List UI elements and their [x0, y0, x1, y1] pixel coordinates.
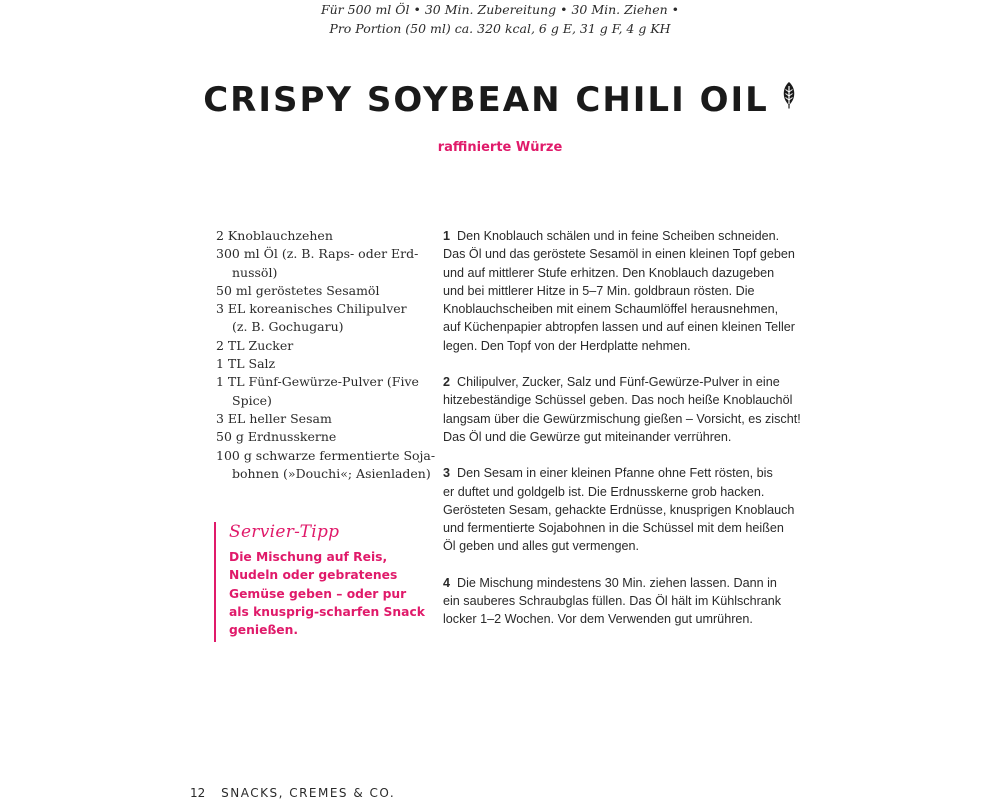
- ingredient-line: 100 g schwarze fermentierte Soja-: [216, 447, 436, 463]
- instruction-line: [443, 282, 823, 300]
- ingredient-line: 2 Knoblauchzehen: [216, 228, 333, 243]
- page-footer: [190, 786, 395, 800]
- serving-tip: [214, 522, 429, 642]
- recipe-meta: [0, 0, 1000, 38]
- ingredient-line: 50 g Erdnusskerne: [216, 429, 337, 445]
- instruction-step: [443, 227, 823, 355]
- step-text: Das Öl und die Gewürze gut miteinander verrühren.: [443, 429, 732, 444]
- instruction-line: [443, 245, 823, 263]
- step-text: Die Mischung mindestens 30 Min. ziehen lassen. Dann in: [457, 575, 777, 590]
- step-number: 1: [443, 229, 451, 243]
- step-text: ein sauberes Schraubglas füllen. Das Öl hält im Kühlschrank: [443, 594, 782, 609]
- instruction-line: [443, 537, 823, 555]
- step-number: 4: [443, 575, 451, 590]
- step-text: und bei mittlerer Hitze in 5–7 Min. goldbraun rösten. Die: [443, 283, 755, 298]
- serving-tip-text: [229, 548, 429, 639]
- step-text: legen. Den Topf von der Herdplatte nehmen.: [443, 338, 691, 353]
- instruction-line: [443, 300, 823, 318]
- ingredient-line: (z. B. Gochugaru): [232, 319, 344, 335]
- recipe-meta-yield: Für 500 ml Öl • 30 Min. Zubereitung • 30 Min. Ziehen •: [320, 2, 680, 17]
- recipe-title: CRISPY SOYBEAN CHILI OIL: [203, 80, 769, 120]
- instruction-line: [443, 391, 823, 409]
- serving-tip-line: Nudeln oder gebratenes: [229, 568, 398, 583]
- instruction-line: [443, 337, 823, 355]
- ingredient-line: nussöl): [232, 264, 278, 280]
- step-text: Den Sesam in einer kleinen Pfanne ohne Fett rösten, bis: [457, 466, 773, 481]
- step-text: langsam über die Gewürzmischung gießen – Vorsicht, es zischt!: [443, 411, 801, 426]
- step-number: 2: [443, 375, 451, 390]
- step-text: Das Öl und das geröstete Sesamöl in einen kleinen Topf geben: [443, 247, 795, 262]
- instruction-line: [443, 227, 823, 245]
- instruction-line: [443, 373, 823, 391]
- instruction-step: [443, 373, 823, 446]
- serving-tip-line: als knusprig-scharfen Snack: [229, 604, 425, 619]
- step-text: Chilipulver, Zucker, Salz und Fünf-Gewürze-Pulver in eine: [457, 375, 780, 390]
- instruction-line: [443, 519, 823, 537]
- step-text: Gerösteten Sesam, gehackte Erdnüsse, knusprigen Knoblauch: [443, 502, 795, 517]
- serving-tip-line: genießen.: [229, 623, 299, 638]
- instruction-step: [443, 574, 823, 629]
- ingredient-line: 3 EL koreanisches Chilipulver: [216, 301, 407, 317]
- instruction-line: [443, 464, 823, 482]
- ingredient-line: bohnen (»Douchi«; Asienladen): [232, 465, 431, 481]
- step-text: er duftet und goldgelb ist. Die Erdnusskerne grob hacken.: [443, 484, 765, 499]
- serving-tip-line: Gemüse geben – oder pur: [229, 586, 407, 601]
- page-number: 12: [190, 786, 206, 800]
- instruction-line: [443, 428, 823, 446]
- title-row: [0, 80, 1000, 120]
- instruction-line: [443, 410, 823, 428]
- instruction-step: [443, 464, 823, 555]
- step-text: locker 1–2 Wochen. Vor dem Verwenden gut umrühren.: [443, 612, 753, 627]
- instructions: [443, 227, 823, 647]
- ingredient-line: 1 TL Salz: [216, 356, 276, 372]
- ingredient-line: 50 ml geröstetes Sesamöl: [216, 282, 380, 298]
- recipe-meta-nutrition: Pro Portion (50 ml) ca. 320 kcal, 6 g E, 31 g F, 4 g KH: [329, 21, 671, 36]
- step-text: und fermentierte Sojabohnen in die Schüssel mit dem heißen: [443, 521, 784, 536]
- step-text: auf Küchenpapier abtropfen lassen und auf einen kleinen Teller: [443, 320, 795, 335]
- step-text: Knoblauchscheiben mit einem Schaumlöffel herausnehmen,: [443, 302, 779, 317]
- serving-tip-line: Die Mischung auf Reis,: [229, 550, 388, 564]
- serving-tip-heading: Servier-Tipp: [229, 522, 340, 542]
- instruction-line: [443, 592, 823, 610]
- recipe-subtitle: raffinierte Würze: [437, 140, 563, 155]
- ingredient-line: Spice): [232, 392, 272, 408]
- ingredient-line: 1 TL Fünf-Gewürze-Pulver (Five: [216, 374, 419, 390]
- step-text: hitzebeständige Schüssel geben. Das noch heiße Knoblauchöl: [443, 393, 793, 408]
- ingredient-line: 300 ml Öl (z. B. Raps- oder Erd-: [216, 246, 419, 262]
- instruction-line: [443, 264, 823, 282]
- leaf-icon: [781, 81, 797, 114]
- ingredients-list: [216, 227, 436, 483]
- instruction-line: [443, 483, 823, 501]
- instruction-line: [443, 501, 823, 519]
- step-text: und auf mittlerer Stufe erhitzen. Den Knoblauch dazugeben: [443, 265, 775, 280]
- ingredient-line: 3 EL heller Sesam: [216, 410, 332, 426]
- instruction-line: [443, 610, 823, 628]
- section-title: SNACKS, CREMES & CO.: [221, 786, 396, 800]
- step-text: Öl geben und alles gut vermengen.: [443, 539, 640, 554]
- ingredient-line: 2 TL Zucker: [216, 337, 294, 353]
- step-text: Den Knoblauch schälen und in feine Scheiben schneiden.: [457, 229, 780, 243]
- instruction-line: [443, 318, 823, 336]
- step-number: 3: [443, 466, 451, 481]
- instruction-line: [443, 574, 823, 592]
